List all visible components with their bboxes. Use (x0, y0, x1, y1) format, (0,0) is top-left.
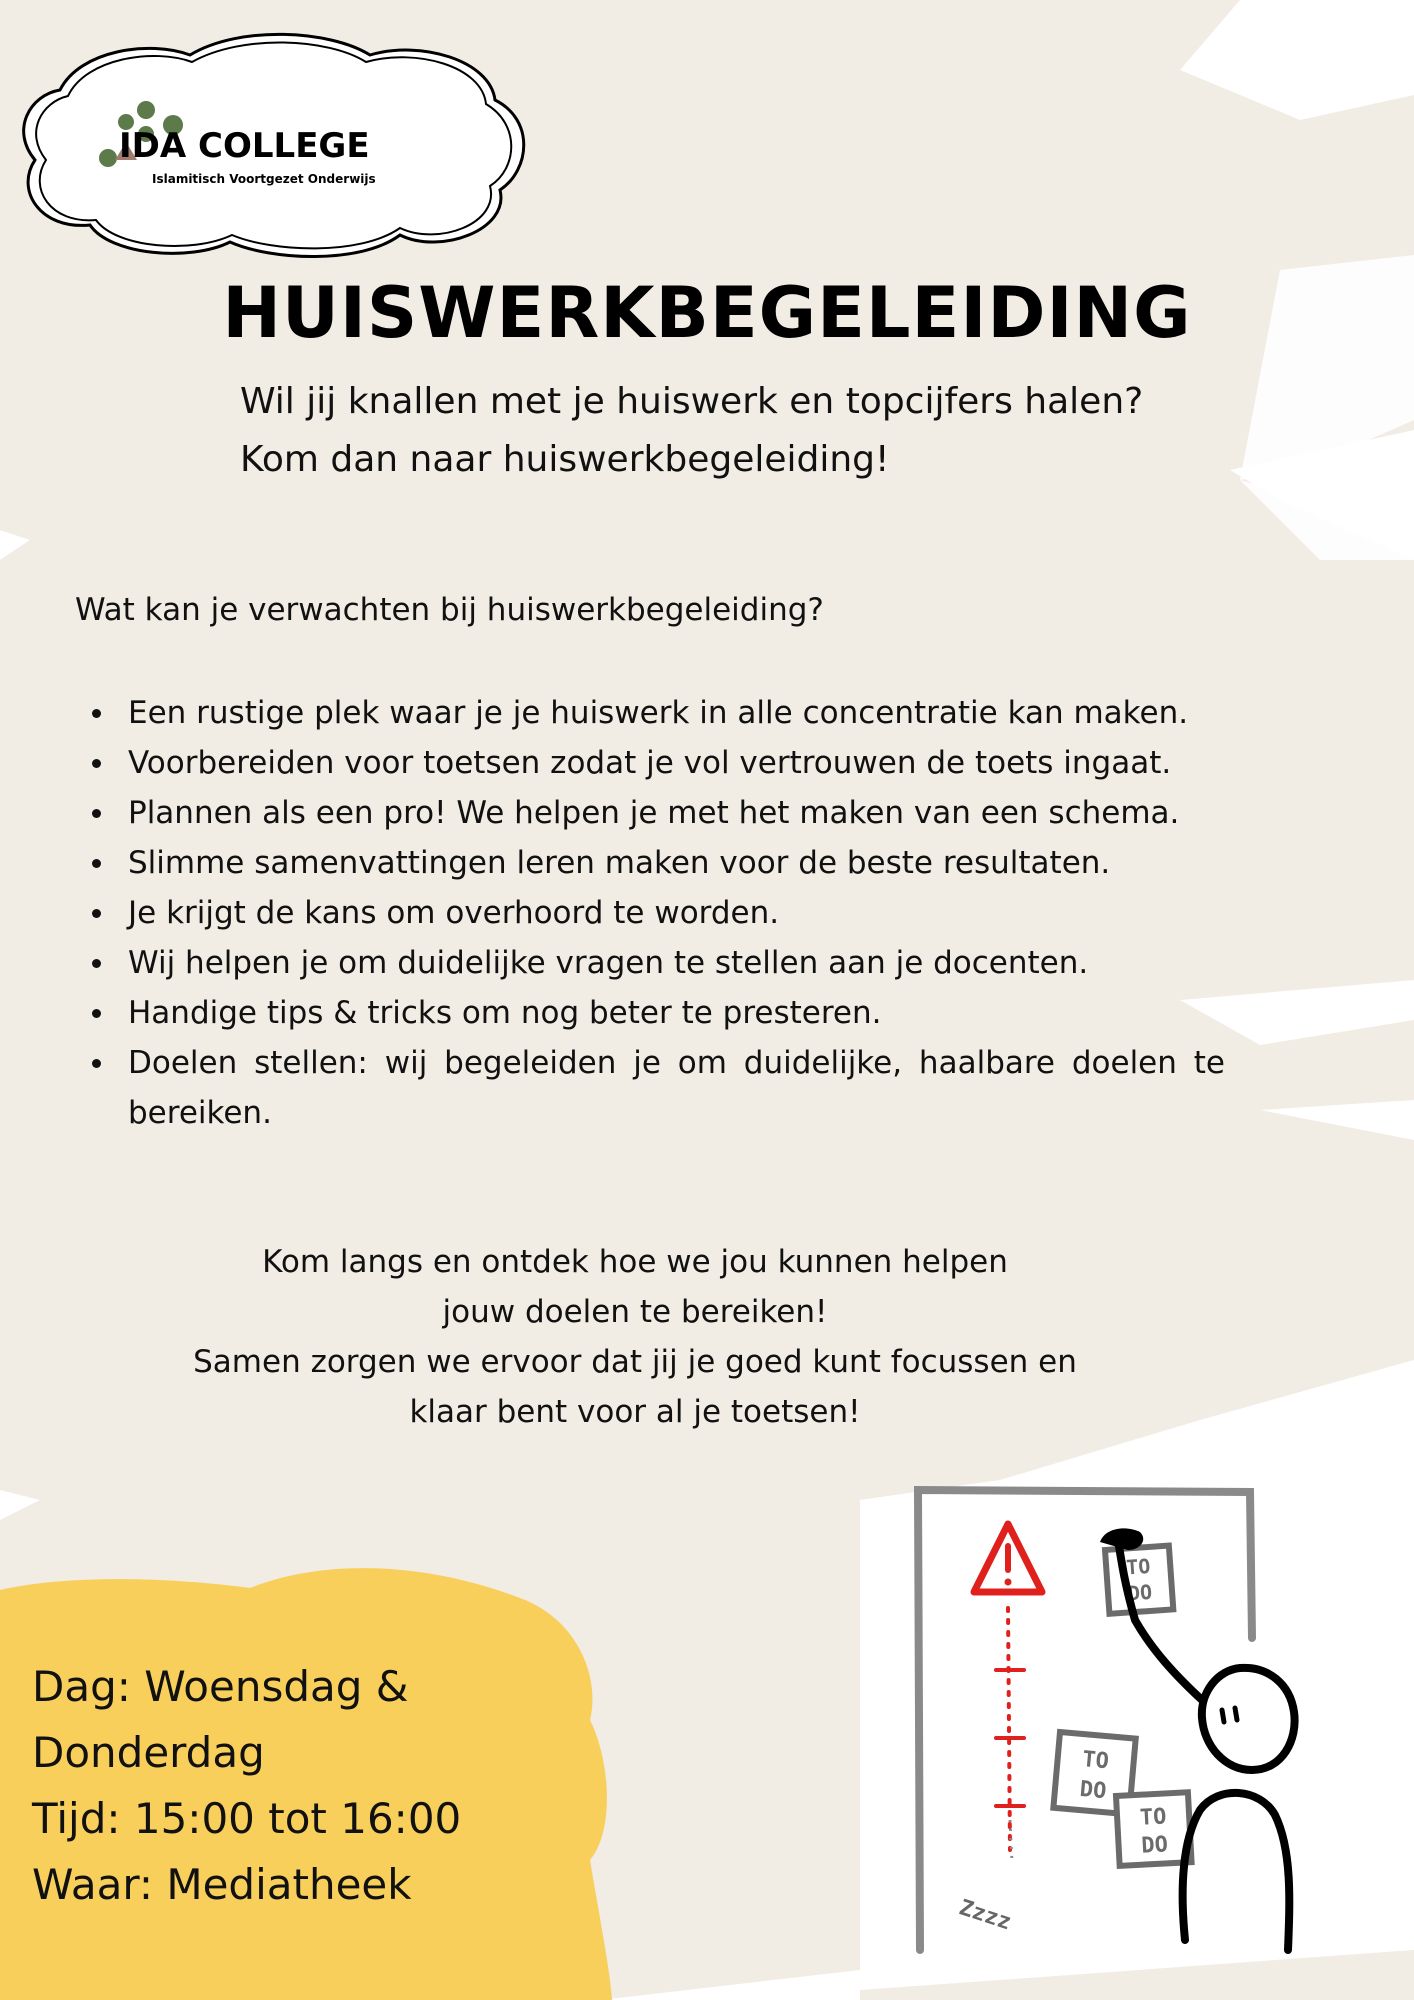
svg-text:DO: DO (1140, 1832, 1169, 1859)
list-item: Wij helpen je om duidelijke vragen te stellen aan je docenten. (75, 938, 1225, 988)
list-item: Je krijgt de kans om overhoord te worden. (75, 888, 1225, 938)
info-day: Dag: Woensdag & (32, 1662, 409, 1711)
outro-line: Kom langs en ontdek hoe we jou kunnen helpen jouw doelen te bereiken! (262, 1244, 1008, 1330)
svg-text:TO: TO (1125, 1553, 1152, 1580)
todo-illustration (900, 1470, 1390, 1980)
intro-line: Kom dan naar huiswerkbegeleiding! (240, 439, 890, 480)
schedule-info (32, 1654, 461, 1918)
sleep-text: Zzzz (956, 1895, 1015, 1936)
svg-text:TO: TO (1081, 1747, 1110, 1775)
list-item: Slimme samenvattingen leren maken voor de beste resultaten. (75, 838, 1225, 888)
outro-line: Samen zorgen we ervoor dat jij je goed kunt focussen en klaar bent voor al je toetsen! (193, 1344, 1077, 1430)
page-title: HUISWERKBEGELEIDING (222, 272, 1192, 354)
logo (20, 30, 530, 260)
todo-note (1105, 1546, 1173, 1614)
list-item: Handige tips & tricks om nog beter te presteren. (75, 988, 1225, 1038)
intro-line: Wil jij knallen met je huiswerk en topcijfers halen? (240, 381, 1144, 422)
intro-text (240, 373, 1143, 489)
info-time: Tijd: 15:00 tot 16:00 (32, 1794, 462, 1843)
list-item: Plannen als een pro! We helpen je met het maken van een schema. (75, 788, 1225, 838)
section-question: Wat kan je verwachten bij huiswerkbegeleiding? (75, 592, 824, 628)
list-item: Voorbereiden voor toetsen zodat je vol vertrouwen de toets ingaat. (75, 738, 1225, 788)
logo-name: IDA COLLEGE (119, 126, 370, 166)
todo-note (1116, 1792, 1192, 1866)
info-location: Waar: Mediatheek (32, 1860, 412, 1909)
info-day-cont: Donderdag (32, 1728, 265, 1777)
svg-text:TO: TO (1139, 1804, 1168, 1831)
logo-tagline: Islamitisch Voortgezet Onderwijs (152, 172, 376, 186)
warning-icon (974, 1524, 1042, 1592)
expectations-list (75, 688, 1225, 1138)
svg-text:DO: DO (1078, 1776, 1108, 1805)
list-item: Doelen stellen: wij begeleiden je om duidelijke, haalbare doelen te bereiken. (75, 1038, 1225, 1138)
outro-text (75, 1237, 1195, 1437)
list-item: Een rustige plek waar je je huiswerk in alle concentratie kan maken. (75, 688, 1225, 738)
svg-text:DO: DO (1127, 1579, 1153, 1606)
